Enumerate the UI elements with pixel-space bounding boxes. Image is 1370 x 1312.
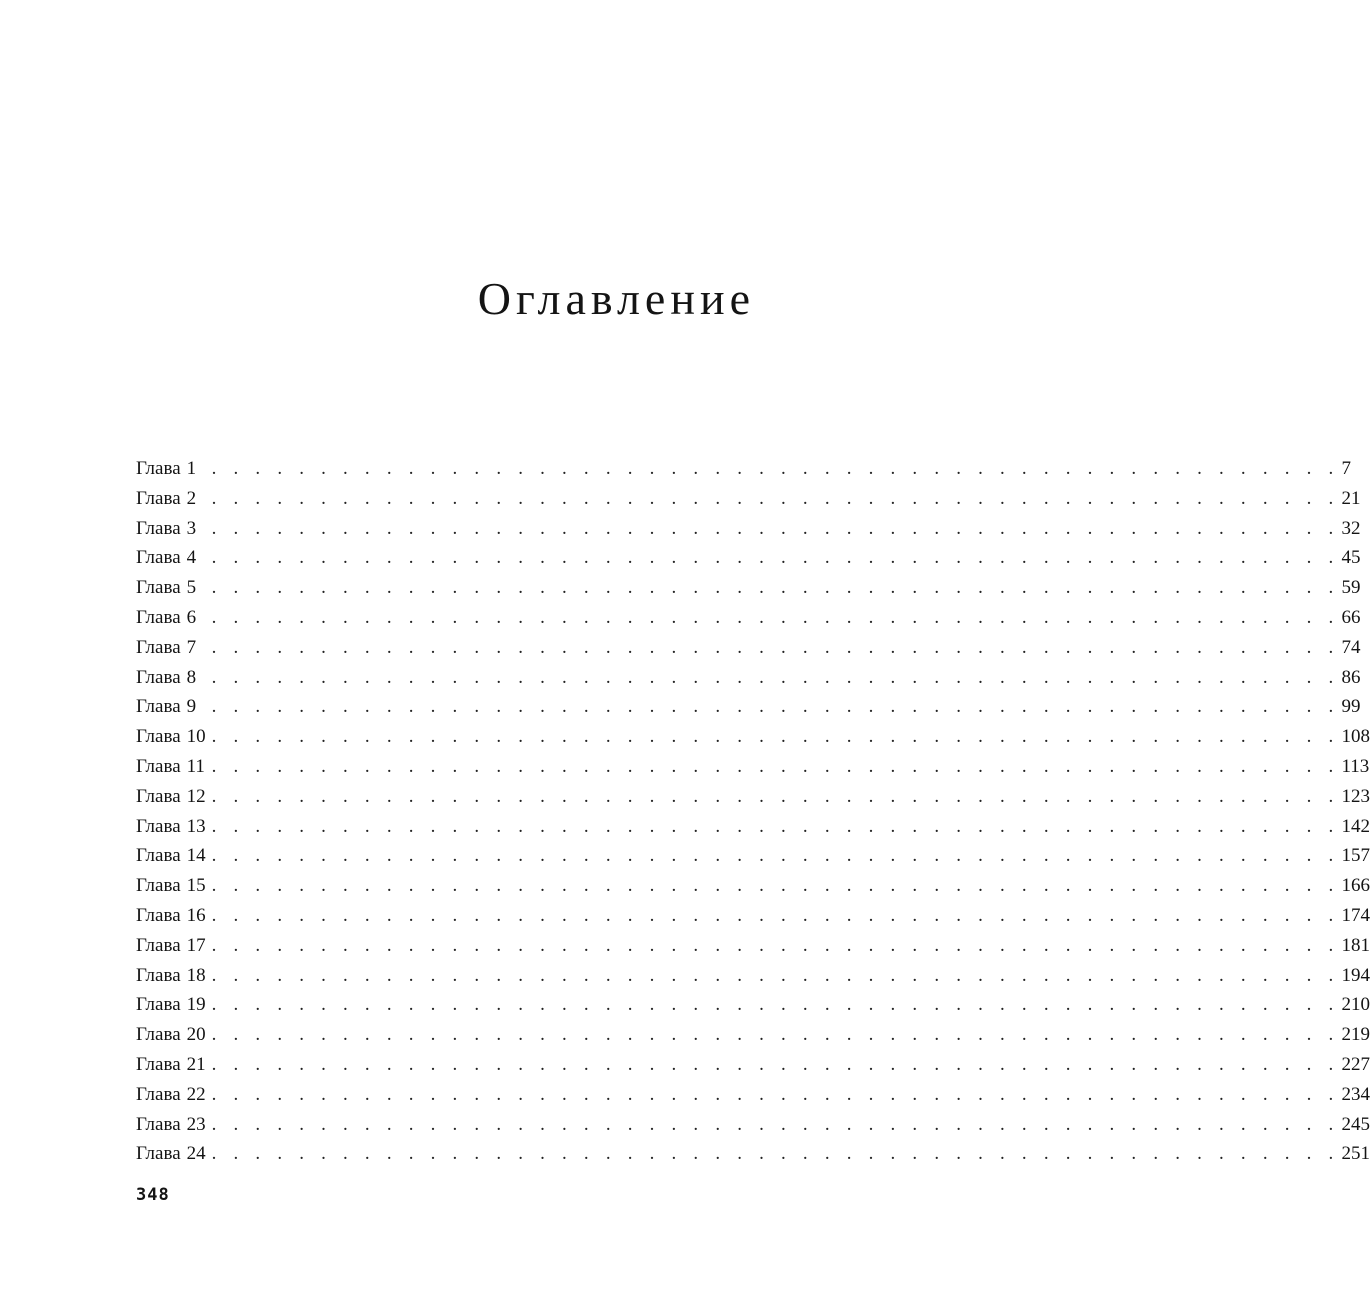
toc-entry[interactable] [136,785,1370,816]
chapter-word: Глава [136,1113,181,1135]
toc-entry[interactable] [136,994,1370,1024]
toc-entry-label [136,875,208,897]
page-number: 348 [136,1185,170,1205]
toc-page-number: 234 [1341,1083,1370,1105]
chapter-number: 1 [186,458,197,479]
chapter-word: Глава [136,1024,181,1046]
toc-entry[interactable] [136,755,1370,786]
chapter-number: 7 [186,636,197,658]
toc-entry[interactable] [136,1143,1370,1173]
dot-leader: . . . . . . . . . . . . . . . . . . . . . . . . . . . . . . . . . . . . . . . . . . . . . . . . . . . . [211,458,1340,479]
toc-entry[interactable] [136,577,1361,607]
dot-leader: . . . . . . . . . . . . . . . . . . . . . . . . . . . . . . . . . . . . . . . . . . . . . . . . . . . . [211,815,1340,837]
toc-entry-label [136,845,208,867]
chapter-word: Глава [136,577,181,599]
chapter-number: 23 [186,1113,206,1135]
chapter-number: 2 [186,487,197,509]
toc-page-number: 174 [1341,904,1370,926]
toc-entry[interactable] [136,815,1370,846]
dot-leader: . . . . . . . . . . . . . . . . . . . . . . . . . . . . . . . . . . . . . . . . . . . . . . . . . . . . [211,636,1340,658]
toc-entry-label [136,547,208,569]
dot-leader: . . . . . . . . . . . . . . . . . . . . . . . . . . . . . . . . . . . . . . . . . . . . . . . . . . . . [211,1083,1340,1105]
chapter-number: 24 [186,1143,206,1165]
toc-entry-label [136,607,208,629]
chapter-word: Глава [136,606,181,628]
toc-entry-label [136,488,208,510]
toc-entry[interactable] [136,845,1370,875]
toc-entry-label [136,994,208,1016]
chapter-number: 6 [186,606,197,628]
chapter-number: 8 [186,666,197,688]
dot-leader: . . . . . . . . . . . . . . . . . . . . . . . . . . . . . . . . . . . . . . . . . . . . . . . . . . . . [211,934,1340,956]
chapter-word: Глава [136,1143,181,1165]
toc-entry-label [136,667,208,689]
toc-entry-label [136,637,208,659]
chapter-word: Глава [136,875,181,897]
dot-leader: . . . . . . . . . . . . . . . . . . . . . . . . . . . . . . . . . . . . . . . . . . . . . . . . . . . . [211,666,1340,688]
toc-entry-label [136,935,208,957]
toc-page-number: 32 [1341,517,1361,539]
chapter-number: 3 [186,517,197,539]
toc-entry-label [136,1084,208,1106]
toc-page-number: 86 [1341,666,1361,688]
toc-entry-label [136,1114,208,1136]
chapter-number: 16 [186,904,206,926]
dot-leader: . . . . . . . . . . . . . . . . . . . . . . . . . . . . . . . . . . . . . . . . . . . . . . . . . . . . [211,487,1340,509]
toc-entry[interactable] [136,904,1370,935]
toc-page-number: 113 [1341,755,1370,777]
toc-entry[interactable] [136,487,1361,518]
toc-entry[interactable] [136,696,1361,726]
chapter-word: Глава [136,547,181,569]
toc-entry-label [136,905,208,927]
chapter-number: 5 [186,577,197,599]
toc-page-number: 21 [1341,487,1361,509]
toc-page-number: 181 [1341,934,1370,956]
toc-page-number: 7 [1341,458,1351,479]
toc-entry-label [136,577,208,599]
dot-leader: . . . . . . . . . . . . . . . . . . . . . . . . . . . . . . . . . . . . . . . . . . . . . . . . . . . . [211,785,1340,807]
dot-leader: . . . . . . . . . . . . . . . . . . . . . . . . . . . . . . . . . . . . . . . . . . . . . . . . . . . . [211,755,1340,777]
chapter-word: Глава [136,845,181,867]
dot-leader: . . . . . . . . . . . . . . . . . . . . . . . . . . . . . . . . . . . . . . . . . . . . . . . . . . . . [211,994,1340,1016]
dot-leader: . . . . . . . . . . . . . . . . . . . . . . . . . . . . . . . . . . . . . . . . . . . . . . . . . . . . [211,606,1340,628]
toc-entry-label [136,786,208,808]
toc-entry-label [136,518,208,540]
chapter-word: Глава [136,934,181,956]
table-of-contents [136,458,1370,1173]
toc-entry[interactable] [136,606,1361,637]
toc-entry-label [136,726,208,748]
toc-entry[interactable] [136,726,1370,756]
toc-page-number: 194 [1341,964,1370,986]
chapter-word: Глава [136,636,181,658]
dot-leader: . . . . . . . . . . . . . . . . . . . . . . . . . . . . . . . . . . . . . . . . . . . . . . . . . . . . [211,845,1340,867]
chapter-word: Глава [136,517,181,539]
toc-page-number: 66 [1341,606,1361,628]
chapter-word: Глава [136,726,181,748]
chapter-word: Глава [136,755,181,777]
toc-page-number: 99 [1341,696,1361,718]
toc-page-number: 157 [1341,845,1370,867]
chapter-word: Глава [136,964,181,986]
toc-page-number: 166 [1341,875,1370,897]
chapter-number: 20 [186,1024,206,1046]
chapter-number: 19 [186,994,206,1016]
toc-entry[interactable] [136,934,1370,965]
chapter-number: 9 [186,696,197,718]
chapter-word: Глава [136,785,181,807]
chapter-word: Глава [136,1083,181,1105]
toc-page-number: 59 [1341,577,1361,599]
toc-page-number: 74 [1341,636,1361,658]
chapter-word: Глава [136,815,181,837]
toc-entry-label [136,816,208,838]
toc-entry[interactable] [136,964,1370,995]
dot-leader: . . . . . . . . . . . . . . . . . . . . . . . . . . . . . . . . . . . . . . . . . . . . . . . . . . . . [211,517,1340,539]
toc-entry[interactable] [136,547,1361,577]
toc-entry[interactable] [136,666,1361,697]
toc-entry[interactable] [136,875,1370,905]
toc-page-number: 142 [1341,815,1370,837]
chapter-number: 12 [186,785,206,807]
toc-entry-label [136,1024,208,1046]
chapter-number: 17 [186,934,206,956]
chapter-number: 21 [186,1053,206,1075]
toc-entry[interactable] [136,1083,1370,1114]
chapter-number: 14 [186,845,206,867]
chapter-word: Глава [136,994,181,1016]
toc-page-number: 245 [1341,1113,1370,1135]
dot-leader: . . . . . . . . . . . . . . . . . . . . . . . . . . . . . . . . . . . . . . . . . . . . . . . . . . . . [211,964,1340,986]
toc-entry[interactable] [136,1113,1370,1144]
toc-page-number: 251 [1341,1143,1370,1165]
dot-leader: . . . . . . . . . . . . . . . . . . . . . . . . . . . . . . . . . . . . . . . . . . . . . . . . . . . . [211,547,1340,569]
chapter-number: 4 [186,547,197,569]
chapter-number: 15 [186,875,206,897]
toc-page-number: 227 [1341,1053,1370,1075]
dot-leader: . . . . . . . . . . . . . . . . . . . . . . . . . . . . . . . . . . . . . . . . . . . . . . . . . . . . [211,1024,1340,1046]
toc-entry[interactable] [136,517,1361,548]
chapter-number: 22 [186,1083,206,1105]
toc-page-number: 210 [1341,994,1370,1016]
chapter-word: Глава [136,696,181,718]
toc-entry[interactable] [136,636,1361,667]
dot-leader: . . . . . . . . . . . . . . . . . . . . . . . . . . . . . . . . . . . . . . . . . . . . . . . . . . . . [211,577,1340,599]
toc-page-number: 45 [1341,547,1361,569]
dot-leader: . . . . . . . . . . . . . . . . . . . . . . . . . . . . . . . . . . . . . . . . . . . . . . . . . . . . [211,1053,1340,1075]
dot-leader: . . . . . . . . . . . . . . . . . . . . . . . . . . . . . . . . . . . . . . . . . . . . . . . . . . . . [211,696,1340,718]
toc-page-number: 108 [1341,726,1370,748]
dot-leader: . . . . . . . . . . . . . . . . . . . . . . . . . . . . . . . . . . . . . . . . . . . . . . . . . . . . [211,1143,1340,1165]
chapter-word: Глава [136,1053,181,1075]
toc-entry-label [136,696,208,718]
dot-leader: . . . . . . . . . . . . . . . . . . . . . . . . . . . . . . . . . . . . . . . . . . . . . . . . . . . . [211,904,1340,926]
toc-entry[interactable] [136,1024,1370,1054]
dot-leader: . . . . . . . . . . . . . . . . . . . . . . . . . . . . . . . . . . . . . . . . . . . . . . . . . . . . [211,726,1340,748]
dot-leader: . . . . . . . . . . . . . . . . . . . . . . . . . . . . . . . . . . . . . . . . . . . . . . . . . . . . [211,875,1340,897]
toc-entry-label [136,965,208,987]
chapter-number: 10 [186,726,206,748]
toc-entry-label [136,1054,208,1076]
chapter-number: 13 [186,815,206,837]
chapter-word: Глава [136,666,181,688]
dot-leader: . . . . . . . . . . . . . . . . . . . . . . . . . . . . . . . . . . . . . . . . . . . . . . . . . . . . [211,1113,1340,1135]
toc-entry-label [136,756,208,778]
toc-entry[interactable] [136,458,1351,488]
toc-entry-label [136,1143,208,1165]
toc-entry[interactable] [136,1053,1370,1084]
toc-page-number: 123 [1341,785,1370,807]
chapter-number: 11 [186,755,205,777]
toc-page-number: 219 [1341,1024,1370,1046]
chapter-number: 18 [186,964,206,986]
toc-entry-label [136,458,208,480]
chapter-word: Глава [136,458,181,479]
chapter-word: Глава [136,487,181,509]
chapter-word: Глава [136,904,181,926]
page-title: Оглавление [477,273,755,324]
